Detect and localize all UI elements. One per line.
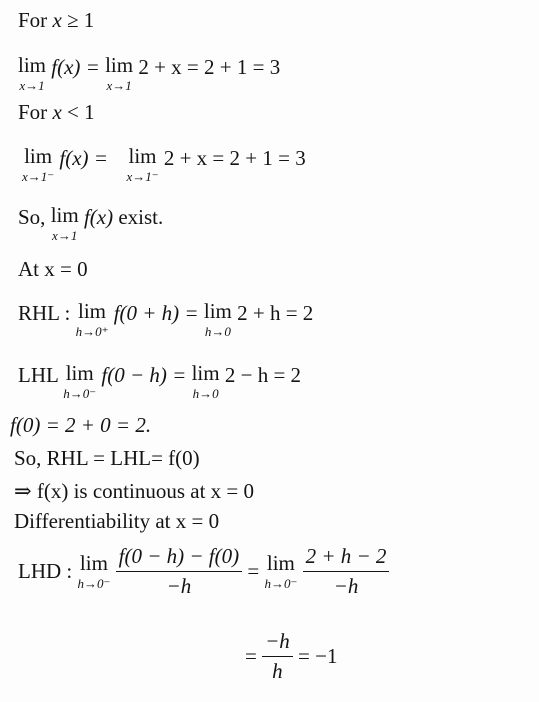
lim-subscript: h→0⁻ <box>63 386 97 401</box>
continuous-text: ⇒ f(x) is continuous at x = 0 <box>14 479 254 503</box>
lim-subscript: h→0⁻ <box>264 576 298 592</box>
line-differentiability <box>14 509 219 534</box>
line-limit-left-of-1 <box>22 146 306 183</box>
lim-subscript: h→0⁻ <box>77 576 111 592</box>
line-lhl <box>18 363 301 400</box>
lim-word: lim <box>18 53 47 77</box>
numerator: f(0 − h) − f(0) <box>116 545 242 572</box>
limit-operator <box>51 205 79 242</box>
line-for-x-lt-1 <box>18 100 95 125</box>
value: 1 <box>84 100 95 124</box>
limit-operator <box>76 301 109 338</box>
lim-subscript: x→1 <box>52 228 78 243</box>
limit-operator <box>192 363 220 400</box>
fraction <box>262 630 293 683</box>
limit-operator <box>126 146 158 183</box>
limit-operator <box>63 363 96 400</box>
f-of-0-text: f(0) = 2 + 0 = 2. <box>10 413 152 437</box>
line-continuous <box>14 479 254 504</box>
lim-subscript: h→0⁺ <box>75 324 109 339</box>
at-x-0-text: At x = 0 <box>18 257 88 281</box>
fraction <box>303 545 390 598</box>
lim-word: lim <box>79 551 108 576</box>
lim-subscript: x→1 <box>19 78 45 93</box>
expression-right: 2 + x = 2 + 1 = 3 <box>163 146 306 170</box>
relation: < <box>67 100 79 124</box>
lim-word: lim <box>128 144 157 168</box>
lim-subscript: h→0 <box>192 386 219 401</box>
line-at-x-0 <box>18 257 88 282</box>
lim-word: lim <box>65 361 94 385</box>
expression-right: 2 + h = 2 <box>237 301 314 325</box>
line-result <box>245 630 337 683</box>
line-rhl <box>18 301 313 338</box>
line-limit-exists <box>18 205 163 242</box>
lim-word: lim <box>50 203 79 227</box>
lim-subscript: x→1 <box>106 78 132 93</box>
line-lhd <box>18 545 389 598</box>
numerator: −h <box>262 630 293 657</box>
equals: = <box>247 559 260 584</box>
for-text: For <box>18 8 48 32</box>
fraction <box>116 545 242 598</box>
denominator: −h <box>333 574 359 599</box>
line-limit-right-of-1 <box>18 55 280 92</box>
limit-operator <box>78 553 111 590</box>
lim-subscript: x→1⁻ <box>22 169 55 184</box>
line-f-of-0 <box>10 413 151 438</box>
lim-word: lim <box>105 53 134 77</box>
limit-operator <box>105 55 133 92</box>
for-text: For <box>18 100 48 124</box>
limit-operator <box>18 55 46 92</box>
expression-left: f(x) = <box>59 146 108 170</box>
lhl-label: LHL <box>18 363 59 387</box>
lim-word: lim <box>266 551 295 576</box>
expression-left: f(0 + h) = <box>113 301 199 325</box>
denominator: h <box>272 659 283 684</box>
expression-right: 2 − h = 2 <box>224 363 302 387</box>
value: 1 <box>83 8 95 32</box>
result-value: = −1 <box>298 644 338 669</box>
rhl-label: RHL : <box>18 301 71 325</box>
limit-operator <box>264 553 297 590</box>
lim-subscript: h→0 <box>204 324 231 339</box>
relation: ≥ <box>67 8 79 32</box>
rhl-eq-lhl-text: So, RHL = LHL= f(0) <box>14 446 200 470</box>
limit-operator <box>204 301 232 338</box>
equals: = <box>245 644 257 669</box>
numerator: 2 + h − 2 <box>303 545 390 572</box>
limit-operator <box>22 146 54 183</box>
expression-right: 2 + x = 2 + 1 = 3 <box>138 55 281 79</box>
expression: f(x) <box>83 205 114 229</box>
var-x: x <box>52 100 62 124</box>
exist-text: exist. <box>118 205 164 229</box>
line-for-x-geq-1 <box>18 8 94 33</box>
lim-word: lim <box>24 144 53 168</box>
lim-subscript: x→1⁻ <box>126 169 159 184</box>
lim-word: lim <box>203 299 232 323</box>
expression-left: f(0 − h) = <box>101 363 187 387</box>
denominator: −h <box>166 574 192 599</box>
lim-word: lim <box>77 299 106 323</box>
lim-word: lim <box>191 361 220 385</box>
lhd-label: LHD : <box>18 559 73 584</box>
differentiability-text: Differentiability at x = 0 <box>14 509 220 533</box>
so-text: So, <box>18 205 46 229</box>
expression-left: f(x) = <box>51 55 100 79</box>
line-rhl-eq-lhl <box>14 446 200 471</box>
var-x: x <box>52 8 62 32</box>
